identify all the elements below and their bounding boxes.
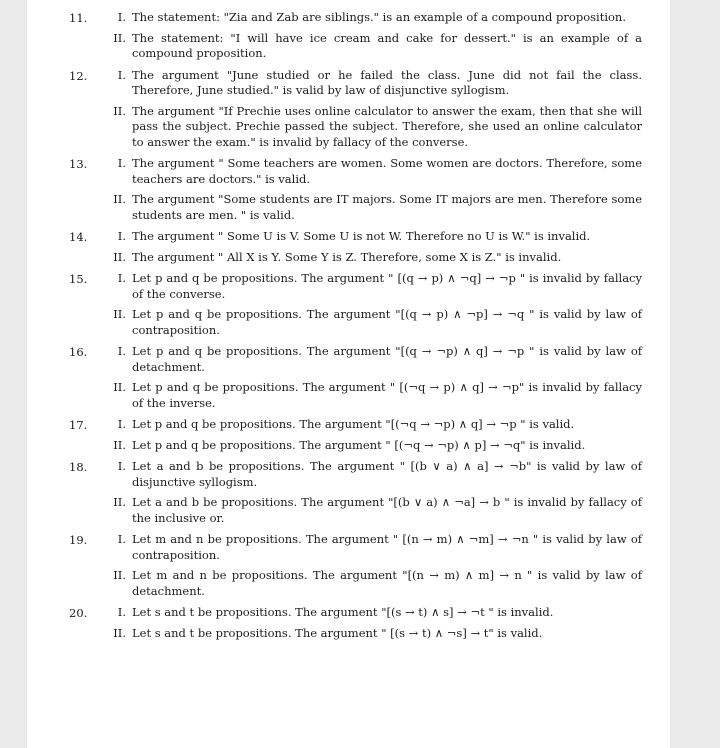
part-label: II.: [113, 380, 126, 394]
statement-text: Let m and n be propositions. The argument "[(n → m) ∧ m] → n " is valid by law of detachment.: [132, 568, 642, 598]
part-label: I.: [117, 229, 126, 243]
statement-part: [109, 605, 642, 621]
statement-text: Let p and q be propositions. The argument " [(¬q → p) ∧ q] → ¬p" is invalid by fallacy of the inverse.: [132, 380, 642, 410]
question-parts: [109, 68, 642, 151]
part-label: II.: [113, 568, 126, 582]
question-item: [27, 10, 670, 62]
part-label: I.: [117, 344, 126, 358]
statement-text: Let s and t be propositions. The argument " [(s → t) ∧ ¬s] → t" is valid.: [132, 625, 543, 640]
statement-text: The argument " Some teachers are women. Some women are doctors. Therefore, some teachers are doctors." is valid.: [132, 156, 642, 186]
statement-part: [109, 495, 642, 526]
question-number: 13.: [69, 157, 88, 171]
statement-part: [109, 68, 642, 99]
question-parts: [109, 229, 642, 265]
part-label: II.: [113, 103, 126, 118]
statement-part: [109, 626, 642, 642]
statement-text: The statement: "I will have ice cream and cake for dessert." is an example of a compound proposition.: [132, 30, 642, 60]
part-label: II.: [113, 249, 126, 264]
question-item: [27, 271, 670, 338]
part-label: I.: [117, 10, 126, 24]
question-number: 19.: [69, 533, 88, 547]
question-item: [27, 605, 670, 641]
question-item: [27, 229, 670, 265]
statement-text: Let m and n be propositions. The argument " [(n → m) ∧ ¬m] → ¬n " is valid by law of contraposition.: [132, 532, 642, 562]
question-number: 18.: [69, 460, 88, 474]
part-label: II.: [113, 495, 126, 509]
statement-text: Let p and q be propositions. The argument " [(¬q → ¬p) ∧ p] → ¬q" is invalid.: [132, 437, 586, 452]
question-number: 16.: [69, 345, 88, 359]
question-parts: [109, 532, 642, 599]
part-label: I.: [117, 156, 126, 170]
question-item: [27, 459, 670, 526]
question-item: [27, 68, 670, 151]
part-label: I.: [117, 459, 126, 473]
statement-part: [109, 307, 642, 338]
document-page: [27, 0, 670, 748]
part-label: II.: [113, 30, 126, 45]
question-item: [27, 344, 670, 411]
part-label: II.: [113, 437, 126, 452]
part-label: II.: [113, 192, 126, 206]
statement-part: [109, 344, 642, 375]
question-parts: [109, 605, 642, 641]
statement-part: [109, 229, 642, 245]
statement-text: Let p and q be propositions. The argument " [(q → p) ∧ ¬q] → ¬p " is invalid by fallacy of the converse.: [132, 271, 642, 301]
question-number: 15.: [69, 272, 88, 286]
question-item: [27, 532, 670, 599]
statement-part: [109, 104, 642, 151]
question-parts: [109, 156, 642, 223]
question-number: 14.: [69, 230, 88, 244]
part-label: I.: [117, 605, 126, 619]
statement-text: Let a and b be propositions. The argument " [(b ∨ a) ∧ a] → ¬b" is valid by law of disjunctive syllogism.: [132, 459, 642, 489]
part-label: I.: [117, 532, 126, 546]
question-parts: [109, 10, 642, 62]
statement-part: [109, 271, 642, 302]
statement-part: [109, 156, 642, 187]
question-parts: [109, 271, 642, 338]
question-number: 12.: [69, 68, 88, 83]
question-parts: [109, 417, 642, 453]
statement-text: The argument "If Prechie uses online calculator to answer the exam, then that she will pass the subject. Prechie passed the subject. Therefore, she used an online calculator to answer the exam." is invalid by fallacy of the converse.: [132, 103, 642, 149]
statement-part: [109, 417, 642, 433]
part-label: I.: [117, 67, 126, 82]
statement-part: [109, 380, 642, 411]
statement-text: Let p and q be propositions. The argument "[(q → p) ∧ ¬p] → ¬q " is valid by law of contraposition.: [132, 307, 642, 337]
question-parts: [109, 459, 642, 526]
statement-text: Let p and q be propositions. The argument "[(q → ¬p) ∧ q] → ¬p " is valid by law of detachment.: [132, 344, 642, 374]
statement-part: [109, 250, 642, 266]
part-label: I.: [117, 271, 126, 285]
statement-part: [109, 10, 642, 26]
statement-text: The argument " All X is Y. Some Y is Z. Therefore, some X is Z." is invalid.: [132, 249, 562, 264]
statement-text: Let p and q be propositions. The argument "[(¬q → ¬p) ∧ q] → ¬p " is valid.: [132, 417, 575, 431]
question-number: 11.: [69, 11, 88, 25]
statement-part: [109, 192, 642, 223]
question-parts: [109, 344, 642, 411]
statement-part: [109, 459, 642, 490]
question-number: 20.: [69, 606, 88, 620]
question-item: [27, 156, 670, 223]
part-label: I.: [117, 417, 126, 431]
statement-part: [109, 438, 642, 454]
statement-text: The argument " Some U is V. Some U is not W. Therefore no U is W." is invalid.: [132, 229, 591, 243]
statement-text: The argument "Some students are IT majors. Some IT majors are men. Therefore some students are men. " is valid.: [132, 192, 642, 222]
statement-text: The argument "June studied or he failed the class. June did not fail the class. Therefore, June studied." is valid by law of disjunctive syllogism.: [132, 67, 642, 97]
part-label: II.: [113, 625, 126, 640]
statement-text: The statement: "Zia and Zab are siblings." is an example of a compound proposition.: [132, 10, 626, 24]
question-number: 17.: [69, 418, 88, 432]
statement-part: [109, 532, 642, 563]
part-label: II.: [113, 307, 126, 321]
question-item: [27, 417, 670, 453]
question-list: [27, 10, 670, 647]
statement-part: [109, 31, 642, 62]
statement-text: Let s and t be propositions. The argument "[(s → t) ∧ s] → ¬t " is invalid.: [132, 605, 554, 619]
statement-part: [109, 568, 642, 599]
statement-text: Let a and b be propositions. The argument "[(b ∨ a) ∧ ¬a] → b " is invalid by fallacy of the inclusive or.: [132, 495, 642, 525]
